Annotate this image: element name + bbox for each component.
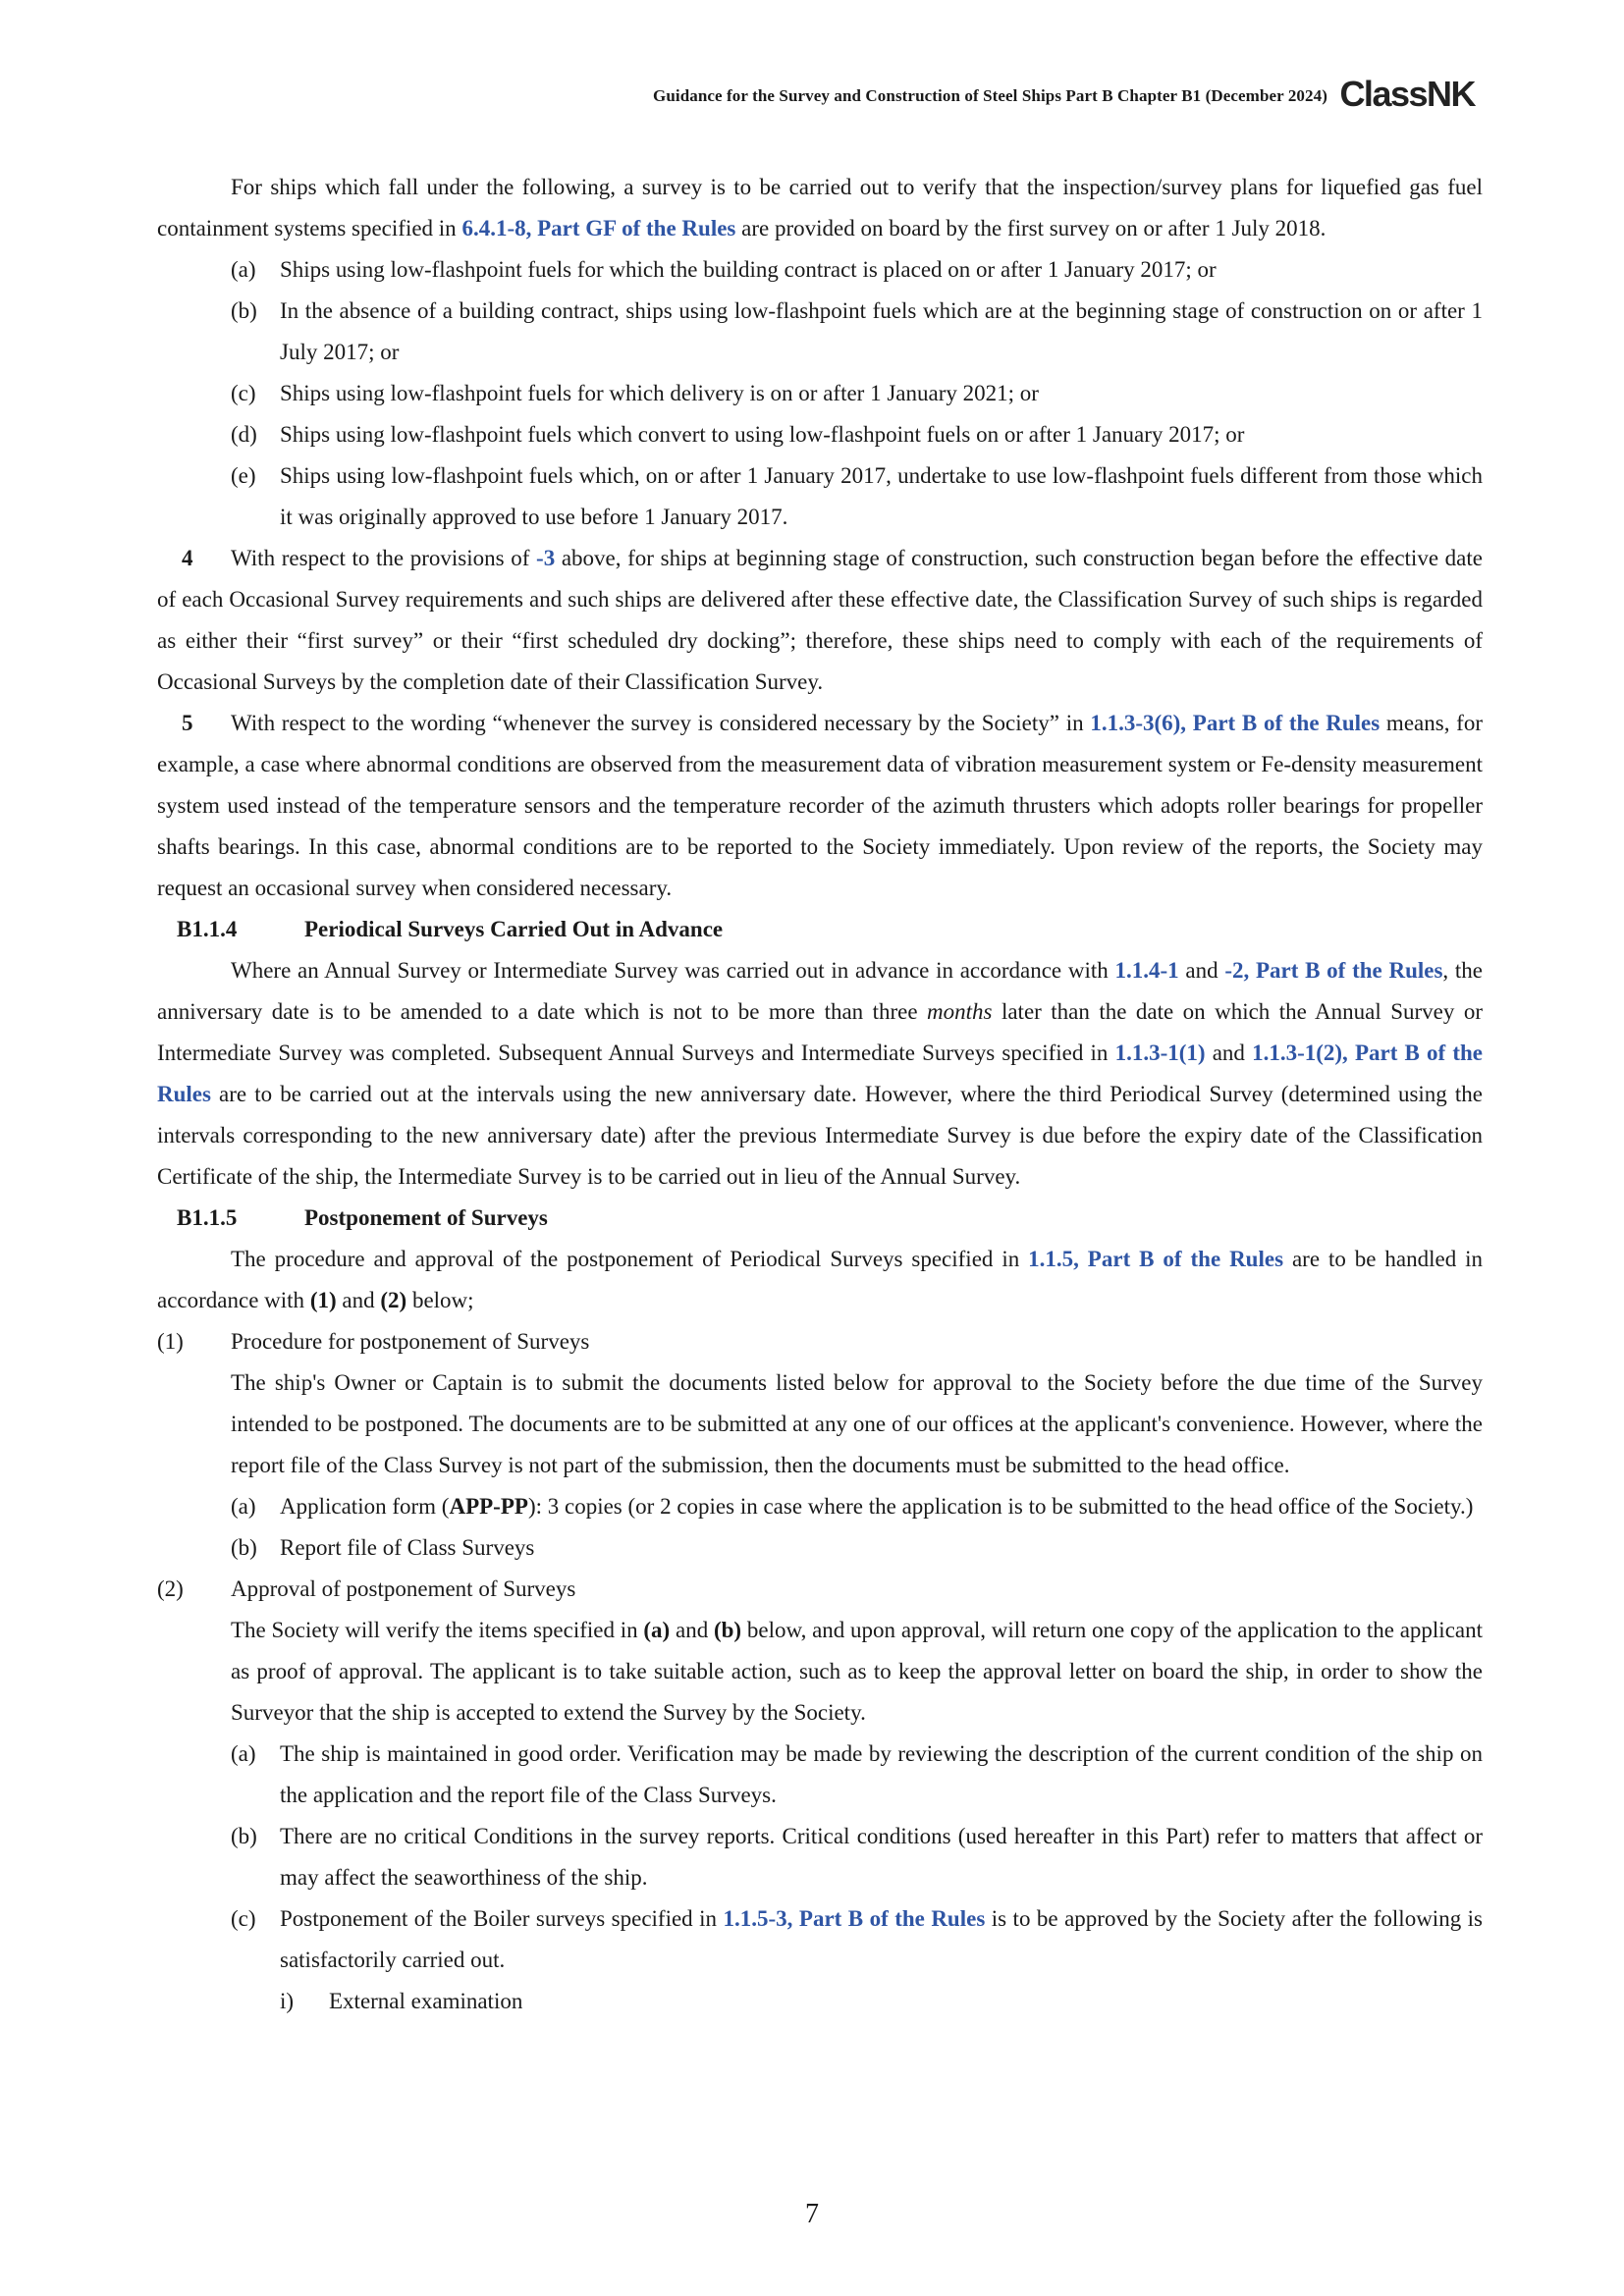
list-item: (c) Postponement of the Boiler surveys specified in 1.1.5-3, Part B of the Rules is to be approved by the Society after the following is satisfactorily carried out. xyxy=(231,1906,1484,1972)
paragraph-4: 4 With respect to the provisions of -3 above, for ships at beginning stage of construction, such construction began before the effective date of each Occasional Survey requirements and such ships are delivered after these effective date, the Classification Survey of such ships is regarded as either their “first survey” or their “first scheduled dry docking”; therefore, these ships need to comply with each of the requirements of Occasional Surveys by the completion date of their Classification Survey. xyxy=(157,538,1483,703)
procedure-text: The ship's Owner or Captain is to submit the documents listed below for approval to the Society before the due time of the Survey intended to be postponed. The documents are to be submitted at any one of our offices at the applicant's convenience. However, where the report file of the Class Survey is not part of the submission, then the documents must be submitted to the head office. xyxy=(231,1370,1483,1477)
section-b1-1-4-text: Where an Annual Survey or Intermediate Survey was carried out in advance in accordance with 1.1.4-1 and -2, Part B of the Rules, the anniversary date is to be amended to a date which is not to be more than three months later than the date on which the Annual Survey or Intermediate Survey was completed. Subsequent Annual Surveys and Intermediate Surveys specified in 1.1.3-1(1) and 1.1.3-1(2), Part B of the Rules are to be carried out at the intervals using the new anniversary date. However, where the third Periodical Survey (determined using the intervals corresponding to the new anniversary date) after the previous Intermediate Survey is due before the expiry date of the Classification Certificate of the ship, the Intermediate Survey is to be carried out in lieu of the Annual Survey. xyxy=(157,958,1484,1189)
section-heading-b1-1-4: B1.1.4 Periodical Surveys Carried Out in Advance xyxy=(177,917,724,941)
rule-reference-link[interactable]: 1.1.5, Part B of the Rules xyxy=(1028,1247,1284,1271)
page-header xyxy=(157,75,1475,118)
list-item: (2) Approval of postponement of Surveys xyxy=(157,1576,576,1601)
list-item: (b) There are no critical Conditions in the survey reports. Critical conditions (used hereafter in this Part) refer to matters that affect or may affect the seaworthiness of the ship. xyxy=(231,1824,1483,1890)
rule-reference-link[interactable]: 1.1.3-1(1) xyxy=(1114,1041,1206,1065)
list-item: (e) Ships using low-flashpoint fuels which, on or after 1 January 2017, undertake to use low-flashpoint fuels different from those which it was originally approved to use before 1 January 2017. xyxy=(231,463,1483,529)
list-item: (b) In the absence of a building contract, ships using low-flashpoint fuels which are at the beginning stage of construction on or after 1 July 2017; or xyxy=(231,298,1483,364)
paragraph-5: 5 With respect to the wording “whenever the survey is considered necessary by the Society” in 1.1.3-3(6), Part B of the Rules means, for example, a case where abnormal conditions are observed from the measurement data of vibration measurement system or Fe-density measurement system used instead of the temperature sensors and the temperature recorder of the azimuth thrusters which adopts roller bearings for propeller shafts bearings. In this case, abnormal conditions are to be reported to the Society immediately. Upon review of the reports, the Society may request an occasional survey when considered necessary. xyxy=(157,703,1483,909)
page-number: 7 xyxy=(805,2199,819,2229)
classnk-logo: ClassNK xyxy=(1339,74,1475,114)
list-item: (a) The ship is maintained in good order. Verification may be made by reviewing the description of the current condition of the ship on the application and the report file of the Class Surveys. xyxy=(231,1741,1483,1807)
section-b1-1-5-text: The procedure and approval of the postponement of Periodical Surveys specified in 1.1.5, Part B of the Rules are to be handled in accordance with (1) and (2) below; xyxy=(157,1247,1484,1312)
list-item: (1) Procedure for postponement of Surveys xyxy=(157,1329,590,1354)
list-item: i) External examination xyxy=(280,1989,523,2013)
list-item: (b) Report file of Class Surveys xyxy=(231,1535,535,1560)
rule-reference-link[interactable]: -2, Part B of the Rules xyxy=(1224,958,1443,983)
paragraph-number: 4 xyxy=(182,546,193,570)
list-item: (c) Ships using low-flashpoint fuels for which delivery is on or after 1 January 2021; or xyxy=(231,381,1039,405)
rule-reference-link[interactable]: 6.4.1-8, Part GF of the Rules xyxy=(461,216,736,240)
paragraph-number: 5 xyxy=(182,711,193,735)
document-body xyxy=(157,167,1483,2022)
rule-reference-link[interactable]: 1.1.4-1 xyxy=(1114,958,1179,983)
list-item: (d) Ships using low-flashpoint fuels which convert to using low-flashpoint fuels on or after 1 January 2017; or xyxy=(231,422,1245,447)
header-title: Guidance for the Survey and Construction of Steel Ships Part B Chapter B1 (December 2024) xyxy=(653,86,1327,105)
intro-paragraph: For ships which fall under the following, a survey is to be carried out to verify that the inspection/survey plans for liquefied gas fuel containment systems specified in 6.4.1-8, Part GF of the Rules are provided on board by the first survey on or after 1 July 2018. xyxy=(157,175,1483,240)
list-item: (a) Application form (APP-PP): 3 copies (or 2 copies in case where the application is to be submitted to the head office of the Society.) xyxy=(231,1494,1474,1519)
section-heading-b1-1-5: B1.1.5 Postponement of Surveys xyxy=(177,1205,548,1230)
approval-text: The Society will verify the items specified in (a) and (b) below, and upon approval, will return one copy of the application to the applicant as proof of approval. The applicant is to take suitable action, such as to keep the approval letter on board the ship, in order to show the Surveyor that the ship is accepted to extend the Survey by the Society. xyxy=(231,1618,1484,1725)
list-item: (a) Ships using low-flashpoint fuels for which the building contract is placed on or after 1 January 2017; or xyxy=(231,257,1217,282)
rule-reference-link[interactable]: 1.1.5-3, Part B of the Rules xyxy=(723,1906,986,1931)
rule-reference-link[interactable]: 1.1.3-3(6), Part B of the Rules xyxy=(1090,711,1380,735)
rule-reference-link[interactable]: -3 xyxy=(536,546,556,570)
rule-reference-link[interactable]: 1.1.3-1(2), Part B of the Rules xyxy=(157,1041,1483,1106)
